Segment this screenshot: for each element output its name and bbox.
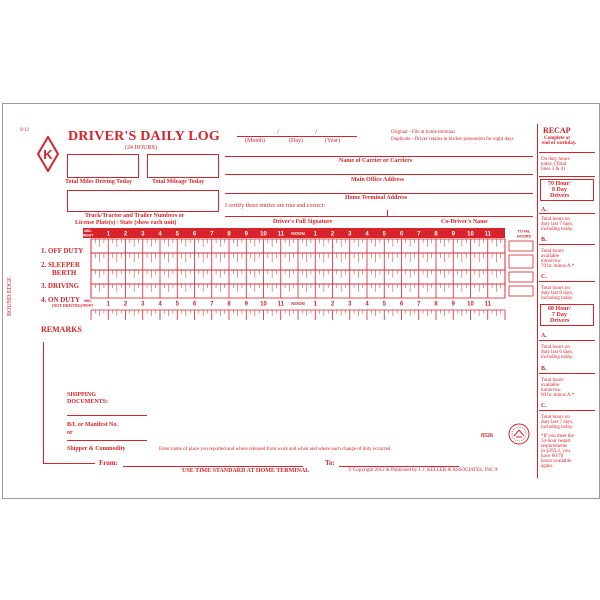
grid-hour-label-bottom: 10 — [467, 301, 474, 308]
recap-sub-2: end of workday. — [542, 141, 577, 146]
form-code: 9/12 — [20, 128, 29, 133]
shipping-line[interactable] — [67, 415, 147, 416]
grid-mid-label-top: MID- — [84, 229, 92, 233]
grid-hour-label-top: 8 — [434, 231, 438, 238]
grid-hour-label-top: 6 — [399, 231, 404, 238]
grid-hour-label-top: 2 — [330, 231, 335, 238]
grid-noon-label-bottom: NOON — [291, 301, 305, 306]
miles-driving-field[interactable] — [67, 154, 139, 178]
recap-note-6: hours available — [541, 459, 572, 464]
grid-hour-label-top: 11 — [484, 231, 491, 238]
on-duty-today-3: lines 3 & 4) — [541, 167, 565, 172]
recap-a-2: A. — [541, 333, 547, 339]
mileage-today-field[interactable] — [147, 154, 219, 178]
grid-hour-label-bottom: 4 — [158, 301, 162, 308]
duplicate-note: Duplicate - Driver retains in his/her possession for eight days — [391, 137, 514, 142]
grid-hour-label-bottom: 1 — [106, 301, 110, 308]
from-label: From: — [99, 459, 118, 467]
grid-hour-label-top: 5 — [382, 231, 386, 238]
signature-divider — [387, 210, 388, 217]
box-60-text-1: 60 Hour/ — [548, 306, 571, 312]
grid-hour-label-top: 10 — [260, 231, 267, 238]
recap-c2-line[interactable] — [539, 410, 595, 411]
grid-hours-label: HOURS — [516, 233, 532, 239]
main-office-line[interactable] — [225, 174, 533, 175]
grid-total-box — [509, 286, 533, 296]
grid-hour-label-top: 3 — [348, 231, 352, 238]
recap-b2-text-4: 60 hr. minus A.* — [541, 393, 575, 398]
box-70-text-3: Drivers — [550, 193, 570, 199]
vehicle-label-1: Truck/Tractor and Trailer Numbers or — [85, 213, 185, 219]
grid-hour-label-top: 3 — [141, 231, 145, 238]
row-sleeper-label-2: BERTH — [52, 269, 77, 277]
grid-night-label-bottom: NIGHT — [82, 303, 94, 308]
grid-hour-label-top: 9 — [451, 231, 455, 238]
grid-total-box — [509, 255, 533, 268]
recap-c1-line[interactable] — [539, 281, 595, 282]
recap-c1-text-2: duty last 8 days, — [541, 291, 574, 296]
date-sep-2: / — [315, 128, 317, 136]
date-sep-1: / — [277, 128, 279, 136]
page-subtitle: (24 HOURS) — [125, 145, 157, 151]
recap-b1-text-2: available — [541, 254, 560, 259]
grid-hour-label-top: 9 — [244, 231, 248, 238]
recap-c-2: C. — [541, 403, 547, 409]
grid-hour-label-bottom: 2 — [123, 301, 128, 308]
recap-a1-text-3: including today. — [541, 227, 574, 232]
vehicle-label-2: License Plate(s) / State (show each unit) — [75, 220, 177, 226]
recap-a2-text-3: including today. — [541, 355, 574, 360]
grid-hour-label-top: 6 — [192, 231, 197, 238]
row-not-driving-label: (NOT DRIVING) — [52, 303, 83, 308]
recap-note-5: have 60/70 — [541, 454, 564, 459]
grid-hour-label-bottom: 8 — [227, 301, 231, 308]
grid-hour-label-bottom: 7 — [417, 301, 421, 308]
date-day-label: (Day) — [289, 138, 303, 144]
recap-b1-text-3: tomorrow. — [541, 259, 562, 264]
bl-line[interactable] — [67, 440, 147, 441]
drivers-daily-log-form — [2, 103, 600, 499]
carrier-top-line — [225, 156, 533, 157]
codriver-label: Co-Driver's Name — [441, 219, 488, 225]
bl-manifest-label: B/L or Manifest No. — [67, 422, 118, 428]
recap-a1-text-2: duty last 7 days, — [541, 222, 574, 227]
grid-hour-label-bottom: 4 — [365, 301, 369, 308]
recap-a2-line[interactable] — [539, 340, 595, 341]
form-number: 8526 — [481, 433, 493, 439]
recap-note-3: requirements — [541, 444, 568, 449]
grid-total-box — [509, 272, 533, 282]
recap-divider — [537, 124, 538, 478]
box-70-text-1: 70 Hour/ — [548, 181, 571, 187]
mileage-today-label: Total Mileage Today — [152, 179, 205, 185]
home-terminal-label: Home Terminal Address — [345, 195, 408, 201]
grid-hour-label-bottom: 11 — [484, 301, 491, 308]
box-60-text-3: Drivers — [550, 318, 570, 324]
box-70-text-2: 8 Day — [552, 187, 567, 193]
logo-letter: K — [43, 147, 53, 162]
recap-note-1: *If you meet the — [541, 434, 574, 439]
remarks-heading: REMARKS — [41, 325, 82, 334]
driver-signature-label: Driver's Full Signature — [273, 219, 333, 225]
row-on-duty-label: 4. ON DUTY — [41, 296, 81, 304]
carrier-label: Name of Carrier or Carriers — [339, 158, 413, 164]
date-month-label: (Month) — [245, 138, 265, 144]
recap-note-7: again. — [541, 464, 554, 469]
recap-a-1: A. — [541, 207, 547, 213]
shipper-commodity-label: Shipper & Commodity — [67, 446, 126, 452]
recap-b-1: B. — [541, 237, 547, 243]
remarks-bracket-foot — [43, 463, 95, 464]
remarks-bracket-line — [43, 342, 44, 464]
grid-hour-label-top: 2 — [123, 231, 128, 238]
recap-b1-text-1: Total hours — [541, 249, 564, 254]
recap-line-1 — [539, 152, 595, 153]
grid-hour-label-bottom: 10 — [260, 301, 267, 308]
signature-line[interactable] — [225, 216, 533, 217]
vehicle-numbers-field[interactable] — [67, 190, 219, 212]
recap-b2-text-3: tomorrow. — [541, 388, 562, 393]
grid-hour-label-top: 7 — [417, 231, 421, 238]
recap-b1-line[interactable] — [539, 244, 595, 245]
main-office-label: Main Office Address — [351, 177, 404, 183]
keller-logo-icon — [37, 136, 59, 172]
grid-hour-label-bottom: 7 — [210, 301, 214, 308]
recap-c2-text-1: Total hours on — [541, 415, 570, 420]
recap-b-2: B. — [541, 366, 547, 372]
or-label: or — [67, 430, 73, 436]
recap-c2-text-2: duty last 7 days, — [541, 420, 574, 425]
bound-edge-label: BOUND EDGE — [7, 277, 13, 316]
recap-note-4: in §395.3, you — [541, 449, 570, 454]
page-title: DRIVER'S DAILY LOG — [68, 129, 220, 144]
grid-hour-label-bottom: 3 — [141, 301, 145, 308]
grid-hour-label-top: 4 — [158, 231, 162, 238]
to-line[interactable] — [339, 466, 459, 467]
original-note: Original - File at home terminal — [391, 130, 455, 135]
grid-noon-label-top: NOON — [291, 231, 305, 236]
grid-total-box — [509, 241, 533, 251]
recap-b2-text-1: Total hours — [541, 378, 564, 383]
certify-text: I certify these entries are true and correct: — [225, 203, 326, 209]
row-off-duty-label: 1. OFF DUTY — [41, 247, 84, 255]
grid-hour-label-bottom: 2 — [330, 301, 335, 308]
recap-a2-text-2: duty last 6 days, — [541, 350, 574, 355]
grid-hour-label-bottom: 6 — [192, 301, 197, 308]
recap-a1-line[interactable] — [539, 213, 595, 214]
grid-hour-label-bottom: 5 — [382, 301, 386, 308]
use-time-standard: USE TIME STANDARD AT HOME TERMINAL — [182, 468, 310, 474]
recap-line-2[interactable] — [539, 176, 595, 177]
recap-sub-1: Complete at — [544, 136, 570, 141]
grid-night-label-top: NIGHT — [82, 233, 94, 238]
box-60-text-2: 7 Day — [552, 312, 567, 318]
recap-note-2: 34-hour restart — [541, 439, 571, 444]
grid-hour-label-bottom: 5 — [175, 301, 179, 308]
date-line — [237, 136, 357, 137]
row-sleeper-label: 2. SLEEPER — [41, 261, 80, 269]
grid-hour-label-bottom: 6 — [399, 301, 404, 308]
grid-total-label: TOTAL — [517, 228, 531, 234]
grid-mid-label-bottom: MID- — [84, 299, 92, 303]
grid-hour-label-bottom: 9 — [244, 301, 248, 308]
grid-hour-label-top: 10 — [467, 231, 474, 238]
grid-hour-label-bottom: 9 — [451, 301, 455, 308]
recap-c-1: C. — [541, 274, 547, 280]
grid-hour-label-top: 11 — [277, 231, 284, 238]
recap-b2-text-2: available — [541, 383, 560, 388]
grid-hour-label-top: 4 — [365, 231, 369, 238]
recap-c2-text-3: including today. — [541, 425, 574, 430]
recap-b1-text-4: 70 hr. minus A.* — [541, 264, 575, 269]
to-label: To: — [325, 459, 335, 467]
date-year-label: (Year) — [325, 138, 341, 144]
shipping-label-2: DOCUMENTS: — [67, 399, 109, 405]
recap-c1-text-3: including today. — [541, 296, 574, 301]
on-duty-today-1: On duty hours — [541, 157, 570, 162]
seal-icon — [508, 423, 530, 445]
grid-hour-label-top: 5 — [175, 231, 179, 238]
grid-hour-label-top: 1 — [106, 231, 110, 238]
grid-hour-label-top: 7 — [210, 231, 214, 238]
duty-status-grid[interactable] — [39, 228, 535, 344]
on-duty-today-2: today. (Total — [541, 162, 567, 167]
grid-hour-label-bottom: 8 — [434, 301, 438, 308]
shipping-label-1: SHIPPING — [67, 392, 97, 398]
recap-title: RECAP — [543, 126, 571, 135]
recap-a2-text-1: Total hours on — [541, 345, 570, 350]
recap-c1-text-1: Total hours on — [541, 286, 570, 291]
from-line[interactable] — [123, 466, 303, 467]
recap-a1-text-1: Total hours on — [541, 217, 570, 222]
copyright-text: © Copyright 2012 & Published by J. J. KELLER & ASSOCIATES, INC.® — [348, 468, 499, 473]
recap-b2-line[interactable] — [539, 373, 595, 374]
grid-hour-label-bottom: 1 — [313, 301, 317, 308]
grid-hour-label-bottom: 3 — [348, 301, 352, 308]
grid-hour-label-bottom: 11 — [277, 301, 284, 308]
miles-driving-label: Total Miles Driving Today — [65, 179, 132, 185]
grid-hour-label-top: 8 — [227, 231, 231, 238]
place-instruction: Enter name of place you reported and where released from work and when and where each change of duty occurred. — [159, 447, 392, 452]
grid-hour-label-top: 1 — [313, 231, 317, 238]
home-terminal-line[interactable] — [225, 193, 533, 194]
row-driving-label: 3. DRIVING — [41, 282, 80, 290]
